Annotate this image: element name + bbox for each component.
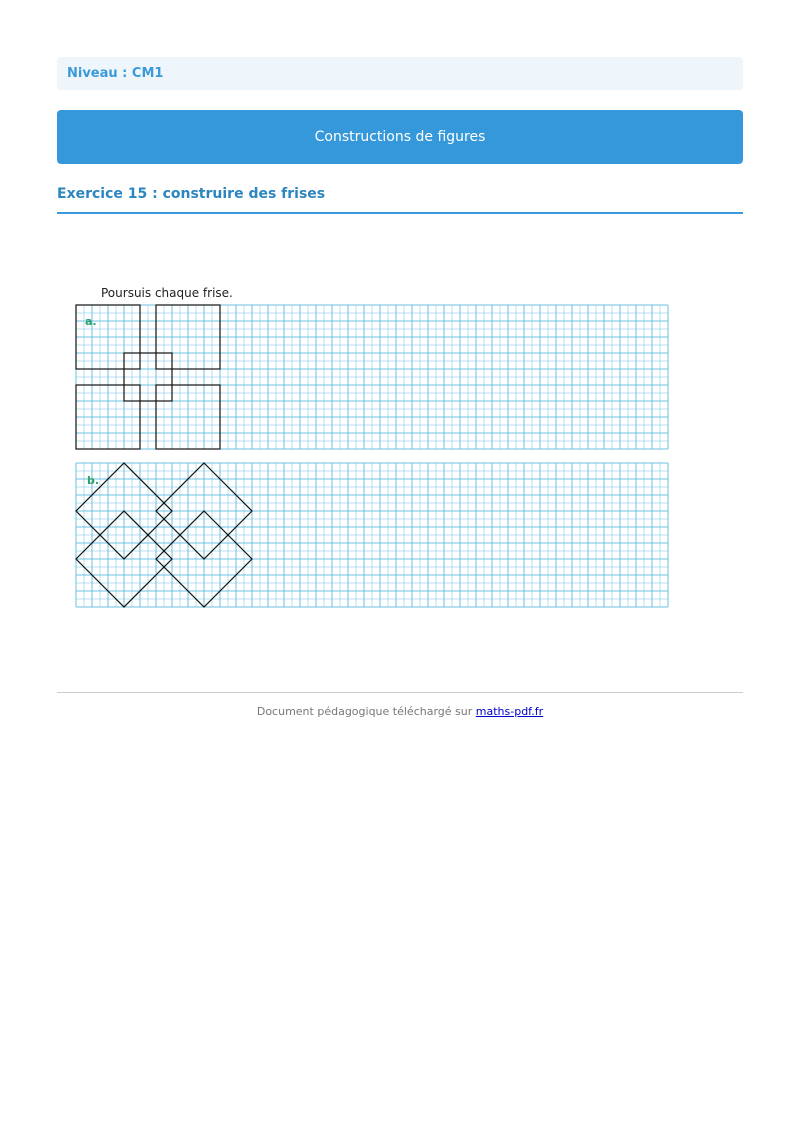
grid-a <box>76 305 668 449</box>
page-title: Constructions de figures <box>57 110 743 164</box>
footer-text: Document pédagogique téléchargé sur <box>256 705 473 718</box>
frieze-b-label: b. <box>87 474 100 487</box>
exercise-title: Exercice 15 : construire des frises <box>57 186 743 214</box>
frieze-figure <box>70 280 680 615</box>
instruction-text: Poursuis chaque frise. <box>101 286 233 300</box>
level-label: Niveau : CM1 <box>57 57 743 90</box>
grid-b <box>76 463 668 607</box>
footer-link[interactable]: maths-pdf.fr <box>475 705 544 718</box>
footer-divider <box>57 692 743 693</box>
footer <box>57 705 743 718</box>
frieze-a-label: a. <box>85 315 97 328</box>
